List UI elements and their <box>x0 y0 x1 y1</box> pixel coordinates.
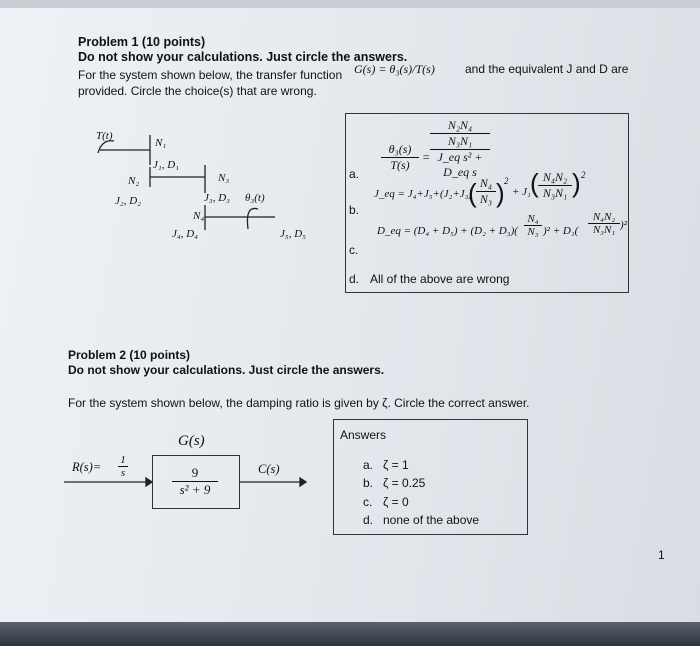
problem2-title: Problem 2 (10 points) <box>68 348 191 362</box>
answer-d-label[interactable]: d. <box>363 513 374 527</box>
n1-label: N₁ <box>155 137 167 149</box>
j1d1-label: J₁, D₁ <box>153 159 179 171</box>
answer-b-text: ζ = 0.25 <box>383 476 426 490</box>
choice-a-lhs <box>381 142 419 173</box>
input-den: s <box>120 467 126 479</box>
problem1-transfer-function: G(s) = θ₃(s)/T(s) <box>354 62 435 76</box>
n4-label: N₄ <box>193 210 205 222</box>
theta3-label: θ₃(t) <box>245 192 265 204</box>
output-label: C(s) <box>258 462 280 476</box>
a-equals: = <box>422 150 431 164</box>
c-formula-start: D_eq = (D₄ + D₅) + (D₂ + D₃)( <box>377 225 518 237</box>
a-lhs-den: T(s) <box>390 158 410 172</box>
c-frac1-den: N₃ <box>527 226 539 238</box>
b-frac2-num: N₄N₂ <box>538 170 572 186</box>
a-rhs-den: J_eq s² + D_eq s <box>437 150 483 179</box>
b-paren-close-1: ) <box>496 178 505 208</box>
a-lhs-num: θ₃(s) <box>381 142 419 158</box>
choice-d-label[interactable]: d. <box>349 272 360 286</box>
c-mid: )² + D₁( <box>543 225 579 237</box>
n3-label: N₃ <box>218 172 230 184</box>
answer-b-label[interactable]: b. <box>363 476 374 490</box>
c-frac2 <box>588 211 620 236</box>
answer-d-text: none of the above <box>383 513 480 527</box>
c-frac2-den: N₃N₁ <box>592 224 616 236</box>
problem1-title: Problem 1 (10 points) <box>78 35 206 49</box>
problem2-instruction: Do not show your calculations. Just circle the answers. <box>68 363 385 377</box>
block-den: s² + 9 <box>179 482 211 497</box>
input-label: R(s)= <box>72 460 102 474</box>
j5d5-label: J₅, D₅ <box>280 228 306 240</box>
block-num: 9 <box>172 465 218 482</box>
choice-a-rhs <box>430 118 490 180</box>
j4d4-label: J₄, D₄ <box>172 228 198 240</box>
answer-a-label[interactable]: a. <box>363 458 374 472</box>
n2-label: N₂ <box>128 175 140 187</box>
b-frac2 <box>538 170 572 201</box>
b-sq1: 2 <box>504 176 509 186</box>
b-sq2: 2 <box>581 170 586 180</box>
choice-d-text: All of the above are wrong <box>370 272 510 286</box>
problem1-text-line3: provided. Circle the choice(s) that are wrong. <box>78 84 317 98</box>
torque-arrow <box>98 141 114 153</box>
b-frac1 <box>476 176 496 207</box>
problem1-text-after: and the equivalent J and D are <box>465 62 629 76</box>
problem1-text-before: For the system shown below, the transfer function <box>78 68 343 82</box>
torque-label: T(t) <box>96 130 113 142</box>
problem2-question: For the system shown below, the damping ratio is given by ζ. Circle the correct answer. <box>68 396 530 410</box>
b-paren-open-1: ( <box>468 178 477 208</box>
b-formula-start: J_eq = J₄+J₅+(J₂+J₃) <box>374 188 473 200</box>
j3d3-label: J₃, D₃ <box>204 192 230 204</box>
block-label: G(s) <box>178 433 205 449</box>
choice-b-label[interactable]: b. <box>349 203 360 217</box>
block-fraction <box>172 465 218 498</box>
bottom-edge <box>0 622 700 646</box>
answer-c-label[interactable]: c. <box>363 495 373 509</box>
page-number: 1 <box>658 548 665 562</box>
b-paren-close-2: ) <box>572 168 581 198</box>
choice-c-label[interactable]: c. <box>349 243 359 257</box>
a-rhs-num-top: N₂N₄ <box>430 118 490 134</box>
b-plus-j1: + J₁ <box>512 186 531 198</box>
c-frac2-num: N₄N₂ <box>588 211 620 224</box>
gear-train-diagram <box>80 125 325 240</box>
b-paren-open-2: ( <box>530 168 539 198</box>
b-frac2-den: N₃N₁ <box>542 186 568 200</box>
c-end: )² <box>620 219 627 231</box>
a-rhs-num-mid: N₃N₁ <box>430 134 490 150</box>
top-edge <box>0 0 700 8</box>
c-frac1 <box>524 213 542 238</box>
b-frac1-num: N₄ <box>476 176 496 192</box>
choice-a-label[interactable]: a. <box>349 167 360 181</box>
input-num: 1 <box>118 454 128 467</box>
j2d2-label: J₂, D₂ <box>115 195 141 207</box>
answer-c-text: ζ = 0 <box>383 495 409 509</box>
b-frac1-den: N₃ <box>479 192 493 206</box>
answer-a-text: ζ = 1 <box>383 458 409 472</box>
c-frac1-num: N₄ <box>524 213 542 226</box>
answers-title: Answers <box>340 428 387 442</box>
problem1-instruction: Do not show your calculations. Just circle the answers. <box>78 50 408 64</box>
